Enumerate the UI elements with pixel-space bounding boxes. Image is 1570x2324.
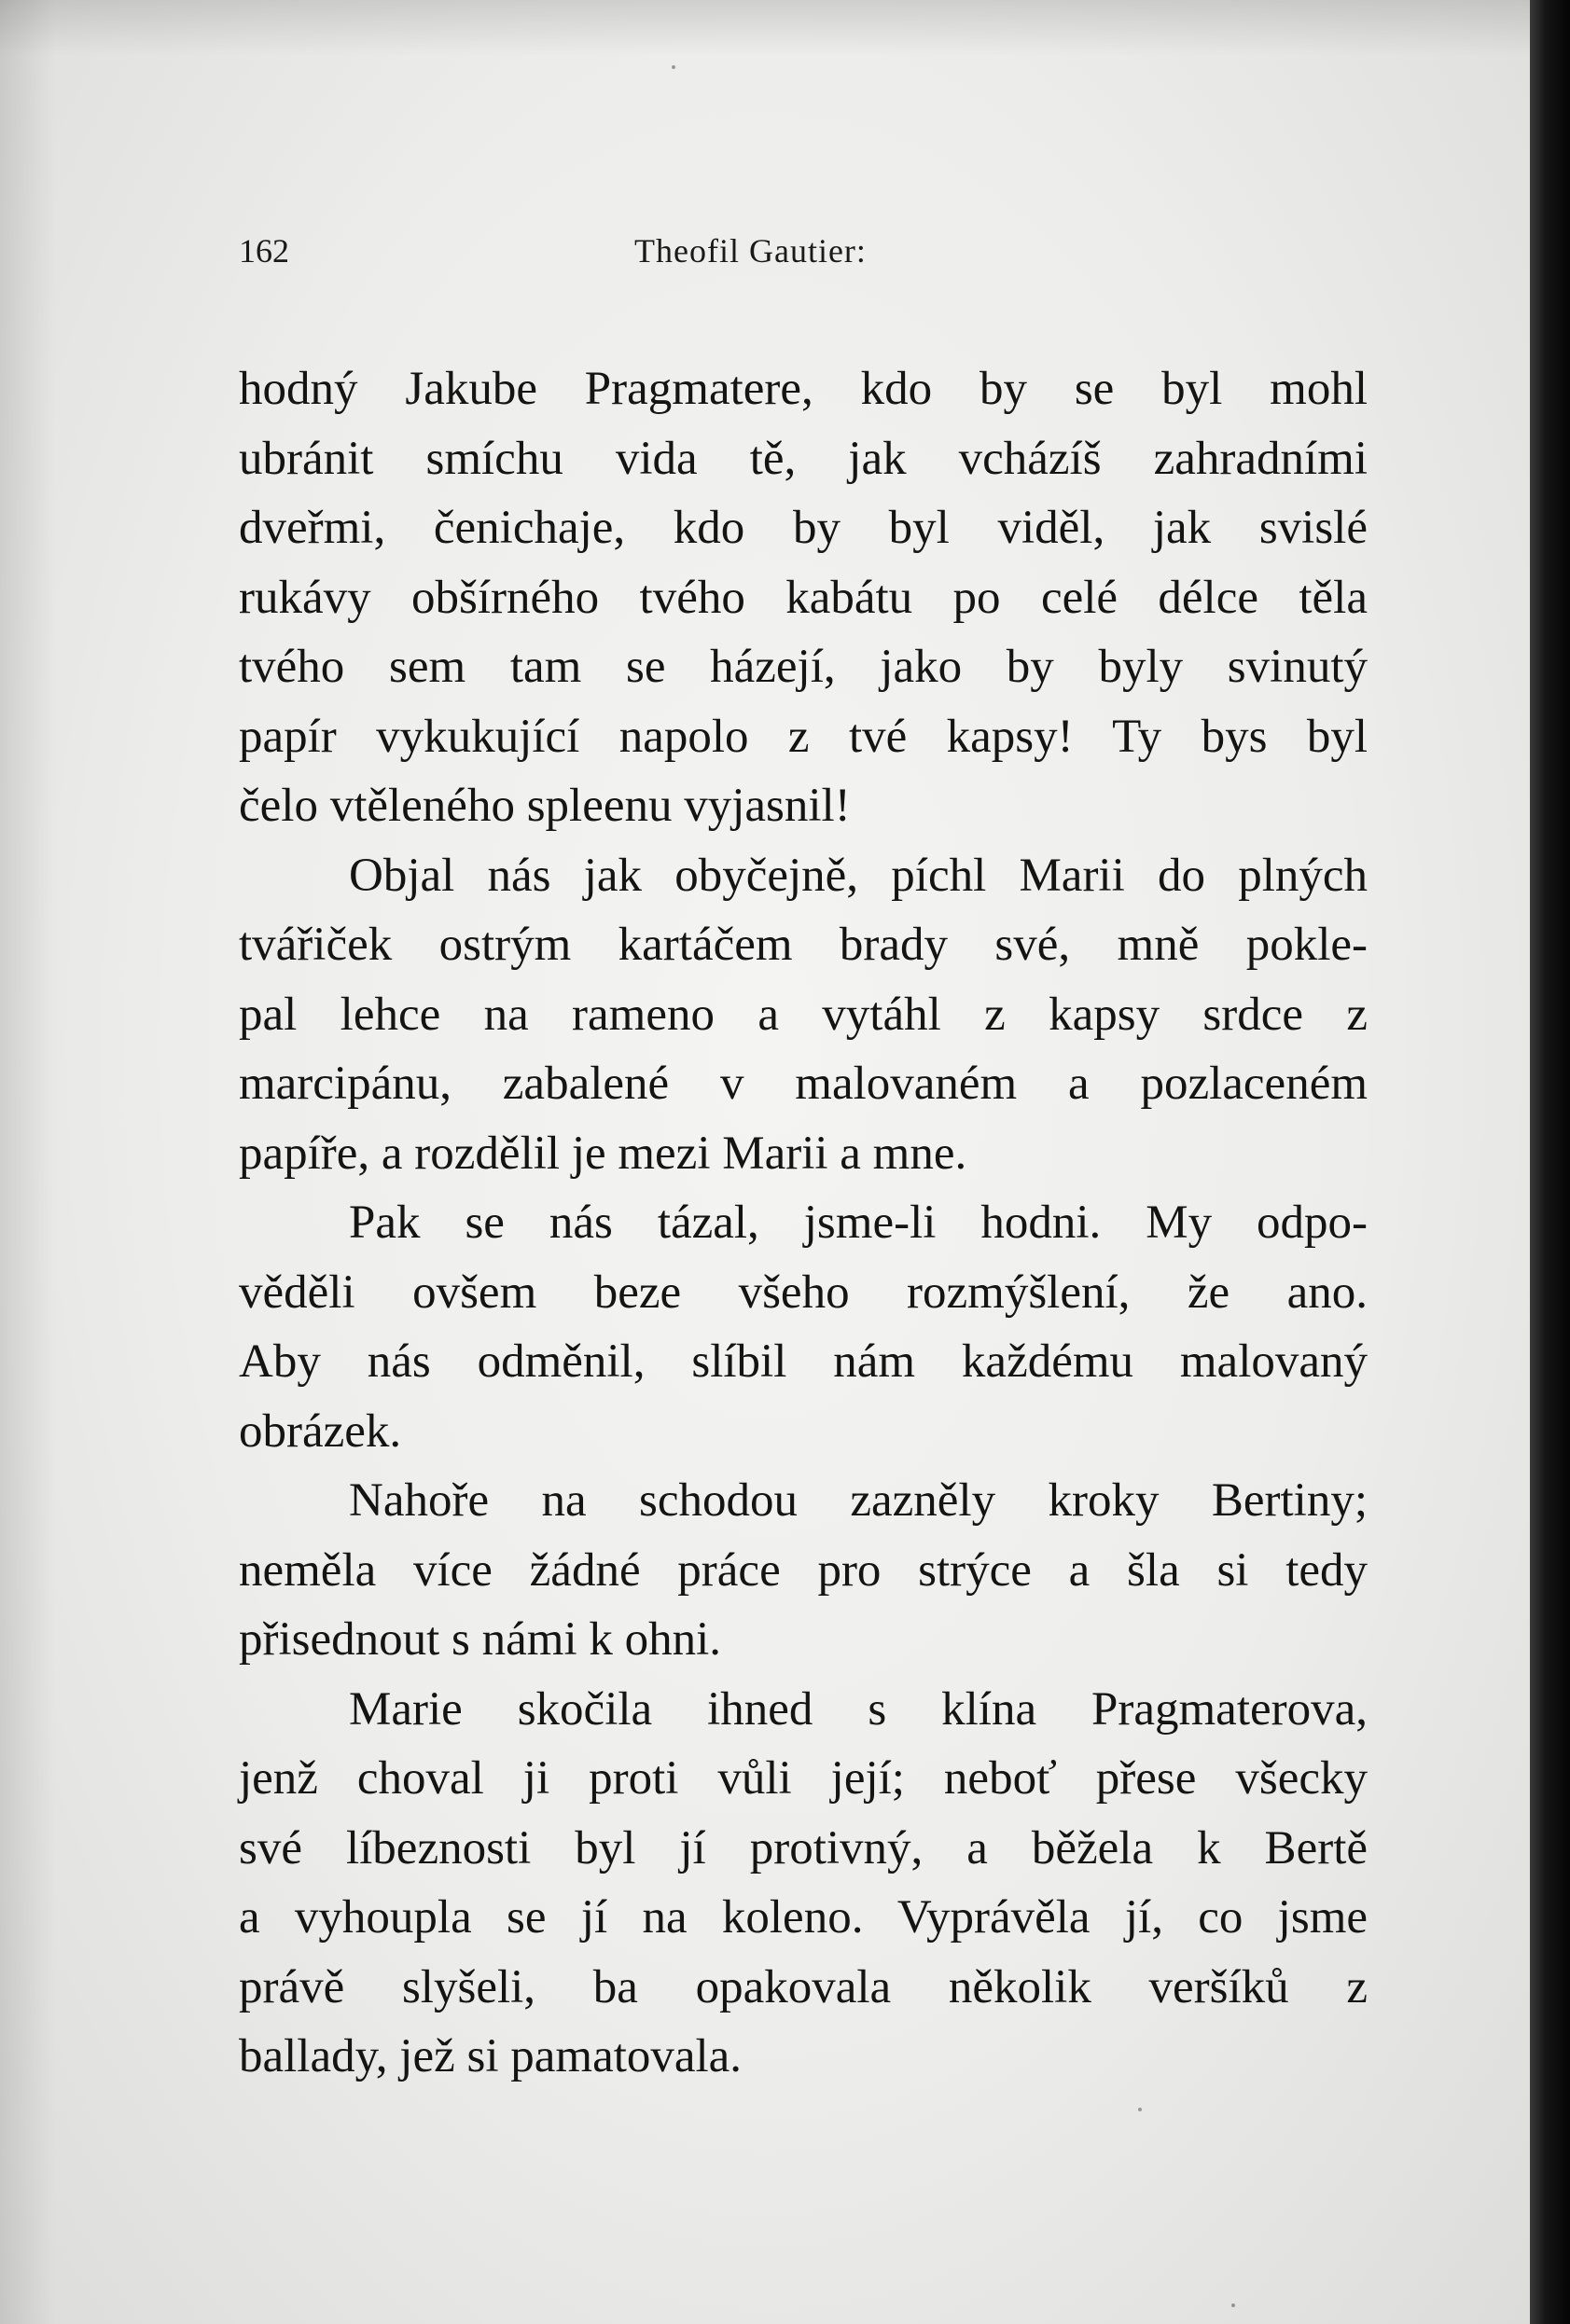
text-line: čelo vtěleného spleenu vyjasnil!	[239, 780, 851, 832]
top-page-shadow	[0, 0, 1530, 56]
scan-dark-edge	[1530, 0, 1570, 2324]
paragraph	[239, 1188, 1368, 1466]
paper-speck	[672, 65, 675, 69]
left-page-shadow	[0, 0, 56, 2324]
paragraph	[239, 841, 1368, 1189]
text-line: dveřmi, čenichaje, kdo by byl viděl, jak svislé	[239, 502, 1368, 554]
text-line: papíře, a rozdělil je mezi Marii a mne.	[239, 1127, 967, 1180]
text-line: obrázek.	[239, 1404, 402, 1458]
text-line: své líbeznosti byl jí protivný, a běžela k Bertě	[239, 1821, 1368, 1874]
running-title: Theofil Gautier:	[634, 232, 867, 270]
page-number: 162	[239, 232, 289, 270]
text-line: marcipánu, zabalené v malovaném a pozlaceném	[239, 1058, 1368, 1110]
text-line: papír vykukující napolo z tvé kapsy! Ty bys byl	[239, 710, 1368, 763]
text-line: Pak se nás tázal, jsme-li hodni. My odpo-	[349, 1197, 1368, 1249]
text-line: právě slyšeli, ba opakovala několik veršíků z	[239, 1960, 1368, 2013]
text-line: Objal nás jak obyčejně, píchl Marii do plných	[349, 849, 1368, 902]
page-header	[239, 231, 1368, 278]
text-line: hodný Jakube Pragmatere, kdo by se byl mohl	[239, 363, 1368, 415]
paragraph	[239, 354, 1368, 841]
text-line: Nahoře na schodou zazněly kroky Bertiny;	[349, 1474, 1368, 1527]
text-line: jenž choval ji proti vůli její; neboť přese všecky	[239, 1752, 1368, 1805]
text-line: rukávy obšírného tvého kabátu po celé délce těla	[239, 571, 1368, 624]
text-line: tvého sem tam se házejí, jako by byly svinutý	[239, 641, 1368, 693]
paper-speck	[1231, 2303, 1235, 2307]
paragraph	[239, 1466, 1368, 1675]
text-line: ubránit smíchu vida tě, jak vcházíš zahradními	[239, 432, 1368, 485]
text-line: pal lehce na rameno a vytáhl z kapsy srdce z	[239, 988, 1368, 1041]
text-line: Aby nás odměnil, slíbil nám každému malovaný	[239, 1335, 1368, 1388]
text-line: tvářiček ostrým kartáčem brady své, mně pokle-	[239, 919, 1368, 971]
text-line: ballady, jež si pamatovala.	[239, 2030, 743, 2082]
text-line: přisednout s námi k ohni.	[239, 1613, 722, 1666]
text-line: neměla více žádné práce pro strýce a šla si tedy	[239, 1543, 1368, 1597]
text-line: Marie skočila ihned s klína Pragmaterova,	[349, 1682, 1368, 1736]
paragraph	[239, 1675, 1368, 2092]
text-line: a vyhoupla se jí na koleno. Vyprávěla jí, co jsme	[239, 1891, 1368, 1944]
body-text	[239, 354, 1368, 2092]
paper-speck	[1138, 2108, 1142, 2111]
text-line: věděli ovšem beze všeho rozmýšlení, že ano.	[239, 1266, 1368, 1319]
